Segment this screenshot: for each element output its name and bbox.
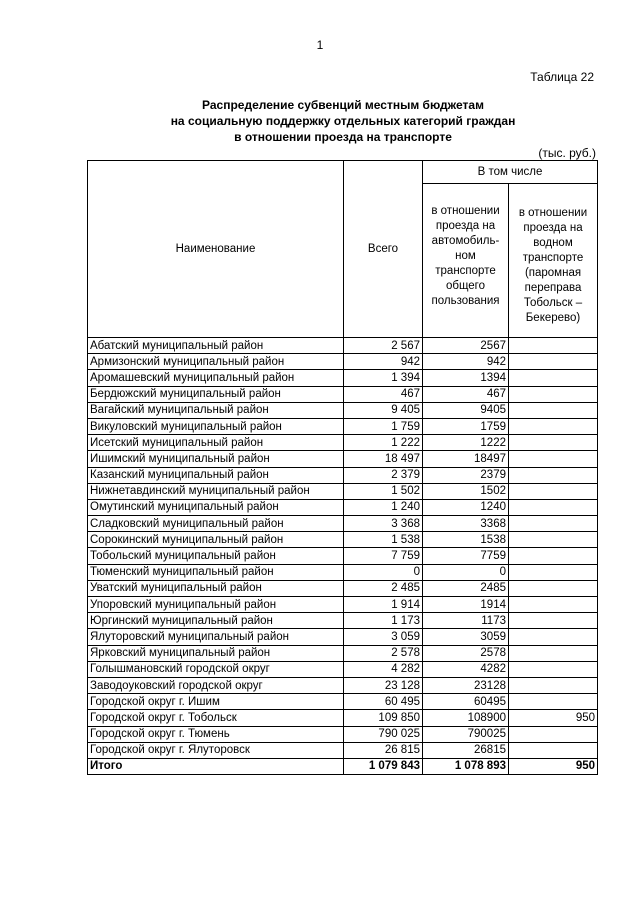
- water-transport-cell: [509, 483, 598, 499]
- water-transport-cell: [509, 629, 598, 645]
- auto-transport-cell: 1394: [423, 370, 509, 386]
- water-transport-cell: [509, 386, 598, 402]
- water-transport-cell: [509, 499, 598, 515]
- table-row: [88, 370, 598, 386]
- table-row: [88, 677, 598, 693]
- municipality-name-cell: Городской округ г. Тобольск: [88, 710, 344, 726]
- total-cell: 1 502: [344, 483, 423, 499]
- municipality-name-cell: Тобольский муниципальный район: [88, 548, 344, 564]
- water-transport-cell: [509, 451, 598, 467]
- total-cell: 109 850: [344, 710, 423, 726]
- table-row: [88, 499, 598, 515]
- header-name: Наименование: [88, 161, 344, 338]
- auto-transport-cell: 3059: [423, 629, 509, 645]
- total-cell: 3 368: [344, 516, 423, 532]
- total-cell: 1 222: [344, 435, 423, 451]
- total-cell: 2 485: [344, 580, 423, 596]
- municipality-name-cell: Сорокинский муниципальный район: [88, 532, 344, 548]
- total-cell: 1 394: [344, 370, 423, 386]
- water-transport-cell: [509, 467, 598, 483]
- table-row: [88, 338, 598, 354]
- total-cell: 7 759: [344, 548, 423, 564]
- auto-transport-cell: 108900: [423, 710, 509, 726]
- total-cell: 467: [344, 386, 423, 402]
- header-total: Всего: [344, 161, 423, 338]
- header-auto-transport: в отношении проезда на автомобиль-ном транспорте общего пользования: [423, 184, 509, 338]
- municipality-name-cell: Омутинский муниципальный район: [88, 499, 344, 515]
- water-transport-cell: [509, 370, 598, 386]
- table-row: [88, 629, 598, 645]
- auto-transport-cell: 942: [423, 354, 509, 370]
- total-cell: 26 815: [344, 742, 423, 758]
- table-row: [88, 386, 598, 402]
- table-row: [88, 564, 598, 580]
- total-cell: 1 240: [344, 499, 423, 515]
- total-cell: 1 173: [344, 613, 423, 629]
- water-transport-cell: [509, 580, 598, 596]
- water-transport-cell: [509, 564, 598, 580]
- municipality-name-cell: Юргинский муниципальный район: [88, 613, 344, 629]
- auto-transport-cell: 790025: [423, 726, 509, 742]
- water-transport-cell: [509, 694, 598, 710]
- municipality-name-cell: Армизонский муниципальный район: [88, 354, 344, 370]
- table-row: [88, 532, 598, 548]
- auto-transport-cell: 18497: [423, 451, 509, 467]
- header-water-transport: в отношении проезда на водном транспорте (паромная переправа Тобольск – Бекерево): [509, 184, 598, 338]
- municipality-name-cell: Ярковский муниципальный район: [88, 645, 344, 661]
- water-transport-cell: [509, 661, 598, 677]
- table-row: [88, 402, 598, 418]
- total-cell: 60 495: [344, 694, 423, 710]
- auto-transport-cell: 23128: [423, 677, 509, 693]
- auto-transport-cell: 60495: [423, 694, 509, 710]
- auto-transport-cell: 26815: [423, 742, 509, 758]
- table-row: [88, 516, 598, 532]
- water-transport-cell: [509, 677, 598, 693]
- total-cell: 2 567: [344, 338, 423, 354]
- auto-transport-cell: 2485: [423, 580, 509, 596]
- title-line: на социальную поддержку отдельных категорий граждан: [170, 114, 516, 128]
- auto-transport-cell: 1240: [423, 499, 509, 515]
- total-cell: 1 914: [344, 597, 423, 613]
- municipality-name-cell: Нижнетавдинский муниципальный район: [88, 483, 344, 499]
- total-cell: 18 497: [344, 451, 423, 467]
- total-row: [88, 758, 598, 774]
- total-cell: 9 405: [344, 402, 423, 418]
- municipality-name-cell: Упоровский муниципальный район: [88, 597, 344, 613]
- water-transport-cell: [509, 613, 598, 629]
- title-line: в отношении проезда на транспорте: [234, 130, 452, 144]
- municipality-name-cell: Ишимский муниципальный район: [88, 451, 344, 467]
- header-group: В том числе: [423, 161, 598, 184]
- total-cell: 2 578: [344, 645, 423, 661]
- municipality-name-cell: Голышмановский городской округ: [88, 661, 344, 677]
- municipality-name-cell: Итого: [88, 758, 344, 774]
- table-row: [88, 483, 598, 499]
- total-cell: 1 079 843: [344, 758, 423, 774]
- water-transport-cell: [509, 742, 598, 758]
- municipality-name-cell: Ялуторовский муниципальный район: [88, 629, 344, 645]
- water-transport-cell: 950: [509, 758, 598, 774]
- unit-label: (тыс. руб.): [538, 146, 596, 160]
- auto-transport-cell: 4282: [423, 661, 509, 677]
- table-row: [88, 467, 598, 483]
- table-row: [88, 694, 598, 710]
- municipality-name-cell: Вагайский муниципальный район: [88, 402, 344, 418]
- water-transport-cell: [509, 548, 598, 564]
- municipality-name-cell: Абатский муниципальный район: [88, 338, 344, 354]
- water-transport-cell: [509, 645, 598, 661]
- table-row: [88, 597, 598, 613]
- document-title: [88, 97, 598, 145]
- auto-transport-cell: 2379: [423, 467, 509, 483]
- water-transport-cell: [509, 726, 598, 742]
- total-cell: 942: [344, 354, 423, 370]
- municipality-name-cell: Уватский муниципальный район: [88, 580, 344, 596]
- table-row: [88, 742, 598, 758]
- municipality-name-cell: Заводоуковский городской округ: [88, 677, 344, 693]
- title-line: Распределение субвенций местным бюджетам: [202, 98, 484, 112]
- water-transport-cell: [509, 532, 598, 548]
- water-transport-cell: [509, 435, 598, 451]
- municipality-name-cell: Казанский муниципальный район: [88, 467, 344, 483]
- total-cell: 23 128: [344, 677, 423, 693]
- table-row: [88, 661, 598, 677]
- table-row: [88, 710, 598, 726]
- auto-transport-cell: 1 078 893: [423, 758, 509, 774]
- water-transport-cell: [509, 597, 598, 613]
- table-row: [88, 435, 598, 451]
- auto-transport-cell: 1914: [423, 597, 509, 613]
- total-cell: 1 759: [344, 418, 423, 434]
- auto-transport-cell: 2567: [423, 338, 509, 354]
- municipality-name-cell: Сладковский муниципальный район: [88, 516, 344, 532]
- auto-transport-cell: 0: [423, 564, 509, 580]
- water-transport-cell: [509, 354, 598, 370]
- auto-transport-cell: 7759: [423, 548, 509, 564]
- table-row: [88, 451, 598, 467]
- municipality-name-cell: Бердюжский муниципальный район: [88, 386, 344, 402]
- total-cell: 3 059: [344, 629, 423, 645]
- auto-transport-cell: 3368: [423, 516, 509, 532]
- table-row: [88, 645, 598, 661]
- table-row: [88, 613, 598, 629]
- auto-transport-cell: 1222: [423, 435, 509, 451]
- auto-transport-cell: 2578: [423, 645, 509, 661]
- auto-transport-cell: 467: [423, 386, 509, 402]
- subvention-table: [87, 160, 598, 775]
- municipality-name-cell: Городской округ г. Тюмень: [88, 726, 344, 742]
- water-transport-cell: [509, 516, 598, 532]
- auto-transport-cell: 1759: [423, 418, 509, 434]
- table-row: [88, 580, 598, 596]
- municipality-name-cell: Аромашевский муниципальный район: [88, 370, 344, 386]
- table-row: [88, 726, 598, 742]
- water-transport-cell: [509, 402, 598, 418]
- municipality-name-cell: Городской округ г. Ялуторовск: [88, 742, 344, 758]
- table-row: [88, 548, 598, 564]
- total-cell: 1 538: [344, 532, 423, 548]
- water-transport-cell: [509, 338, 598, 354]
- total-cell: 790 025: [344, 726, 423, 742]
- water-transport-cell: [509, 418, 598, 434]
- table-row: [88, 418, 598, 434]
- table-body: [88, 338, 598, 775]
- total-cell: 0: [344, 564, 423, 580]
- auto-transport-cell: 9405: [423, 402, 509, 418]
- municipality-name-cell: Исетский муниципальный район: [88, 435, 344, 451]
- table-row: [88, 354, 598, 370]
- municipality-name-cell: Городской округ г. Ишим: [88, 694, 344, 710]
- municipality-name-cell: Тюменский муниципальный район: [88, 564, 344, 580]
- auto-transport-cell: 1502: [423, 483, 509, 499]
- municipality-name-cell: Викуловский муниципальный район: [88, 418, 344, 434]
- auto-transport-cell: 1538: [423, 532, 509, 548]
- total-cell: 2 379: [344, 467, 423, 483]
- water-transport-cell: 950: [509, 710, 598, 726]
- auto-transport-cell: 1173: [423, 613, 509, 629]
- table-label: Таблица 22: [530, 70, 594, 84]
- total-cell: 4 282: [344, 661, 423, 677]
- page-number: 1: [316, 38, 324, 52]
